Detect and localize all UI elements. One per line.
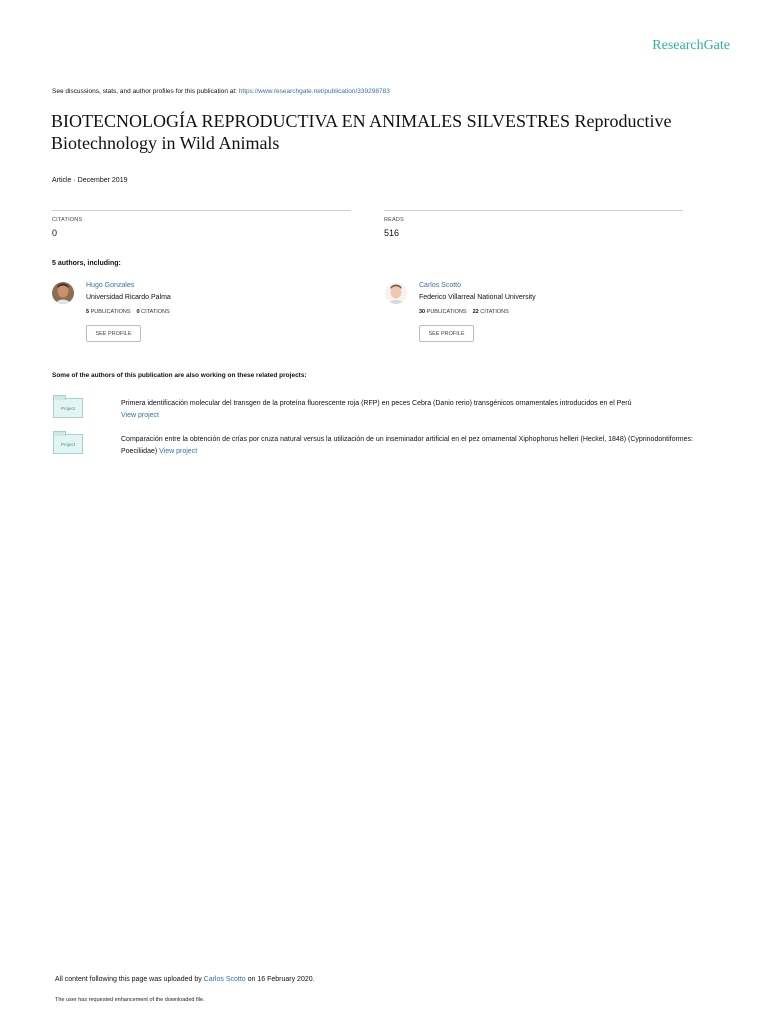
discussion-prefix: See discussions, stats, and author profiles for this publication at: (52, 88, 239, 95)
reads-value: 516 (384, 228, 400, 238)
publications-label: PUBLICATIONS (90, 309, 131, 315)
upload-suffix: on 16 February 2020. (245, 976, 315, 983)
author-counts (86, 309, 170, 315)
citations-stat (52, 210, 351, 238)
authors-heading: 5 authors, including: (52, 260, 121, 267)
publication-title: BIOTECNOLOGÍA REPRODUCTIVA EN ANIMALES SILVESTRES Reproductive Biotechnology in Wild Animals (51, 111, 672, 153)
author-name-link[interactable]: Carlos Scotto (419, 282, 462, 289)
project-description (121, 434, 721, 458)
project-text: Comparación entre la obtención de crías por cruza natural versus la utilización de un inseminador artificial en el pez ornamental Xiphophorus helleri (Heckel, 1848) (Cyprinodontiformes: Poeciliidae) (121, 436, 693, 455)
citations-count: 22 (472, 309, 479, 315)
avatar[interactable] (52, 282, 74, 304)
avatar[interactable] (385, 282, 407, 304)
publication-meta: Article · December 2019 (52, 177, 128, 184)
upload-info (55, 976, 315, 983)
reads-stat (384, 210, 683, 238)
citations-label: CITATIONS (52, 217, 83, 223)
author-counts (419, 309, 509, 315)
view-project-link[interactable]: View project (159, 448, 198, 455)
enhancement-note: The user has requested enhancement of the downloaded file. (55, 997, 205, 1003)
publication-url-link[interactable]: https://www.researchgate.net/publication/339298783 (238, 88, 390, 95)
citations-label: CITATIONS (141, 309, 170, 315)
view-project-link[interactable]: View project (121, 412, 160, 419)
project-folder-icon[interactable] (53, 398, 83, 418)
researchgate-logo[interactable]: ResearchGate (652, 38, 730, 53)
project-folder-icon[interactable] (53, 434, 83, 454)
projects-heading: Some of the authors of this publication are also working on these related projects: (52, 372, 307, 379)
publications-label: PUBLICATIONS (426, 309, 467, 315)
author-name-link[interactable]: Hugo Gonzales (86, 282, 135, 289)
project-text: Primera identificación molecular del transgen de la proteína fluorescente roja (RFP) en peces Cebra (Danio rerio) transgénicos ornamentales introducidos en el Perú (121, 400, 632, 407)
publications-count: 30 (419, 309, 426, 315)
publications-count: 5 (86, 309, 90, 315)
author-institution: Federico Villarreal National University (419, 294, 536, 301)
citations-count: 0 (136, 309, 140, 315)
upload-prefix: All content following this page was uploaded by (55, 976, 204, 983)
author-institution: Universidad Ricardo Palma (86, 294, 171, 301)
see-profile-button[interactable]: SEE PROFILE (86, 325, 141, 342)
citations-value: 0 (52, 228, 58, 238)
uploader-link[interactable]: Carlos Scotto (203, 976, 246, 983)
see-profile-button[interactable]: SEE PROFILE (419, 325, 474, 342)
citations-label: CITATIONS (480, 309, 509, 315)
discussion-line (52, 88, 390, 95)
project-badge-label: Project (60, 441, 75, 447)
project-badge-label: Project (60, 405, 75, 411)
reads-label: READS (384, 217, 404, 223)
project-description (121, 398, 721, 422)
